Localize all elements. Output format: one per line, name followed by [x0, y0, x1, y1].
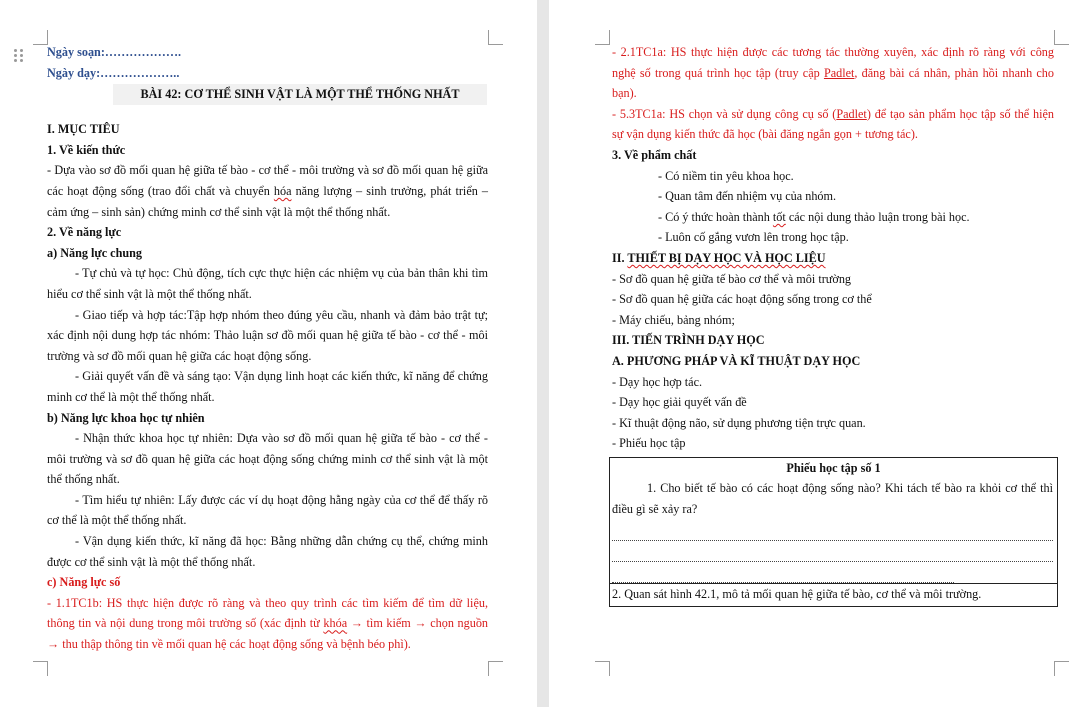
spellcheck-word: khóa	[323, 616, 348, 631]
spellcheck-word: Padlet	[823, 65, 855, 80]
list-item: - Sơ đồ quan hệ giữa tế bào cơ thể và môi trường	[612, 271, 852, 286]
worksheet-question: 1. Cho biết tế bào có các hoạt động sống nào? Khi tách tế bào ra khỏi cơ thể thì điều gì sẽ xảy ra?	[612, 481, 1053, 517]
drag-handle-icon[interactable]	[14, 49, 24, 63]
paragraph: - Giải quyết vấn đề và sáng tạo: Vận dụng linh hoạt các kiến thức, kĩ năng để chứng minh cơ thể là một thể thống nhất.	[47, 369, 488, 404]
document-page-right	[549, 0, 1084, 707]
digital-paragraph: - 2.1TC1a: HS thực hiện được các tương tác thường xuyên, xác định rõ ràng với công nghệ số trong quá trình học tập (truy cập Padlet, đăng bài cá nhân, phản hồi nhanh cho bạn).	[612, 45, 1054, 101]
lesson-title: BÀI 42: CƠ THỂ SINH VẬT LÀ MỘT THỂ THỐNG NHẤT	[113, 84, 487, 105]
spellcheck-word: Padlet	[836, 106, 867, 121]
paragraph: - Giao tiếp và hợp tác:Tập hợp nhóm theo đúng yêu cầu, nhanh và đảm bảo trật tự; xác định nội dung hợp tác nhóm: Thảo luận sơ đồ mối quan hệ giữa tế bào - cơ thể - môi trường và sơ đồ mối quan hệ giữa các hoạt động sống.	[47, 307, 488, 363]
list-item: - Luôn cố gắng vươn lên trong học tập.	[658, 230, 849, 245]
list-item: - Máy chiếu, bảng nhóm;	[612, 312, 735, 327]
subsection-heading: 3. Về phẩm chất	[612, 147, 697, 162]
subsection-heading: 1. Về kiến thức	[47, 142, 126, 157]
crop-mark	[595, 30, 610, 45]
document-page-left	[0, 0, 537, 707]
list-item: - Có niềm tin yêu khoa học.	[658, 168, 794, 183]
crop-mark	[33, 661, 48, 676]
section-heading: III. TIẾN TRÌNH DẠY HỌC	[612, 333, 765, 348]
section-heading: II. THIẾT BỊ DẠY HỌC VÀ HỌC LIỆU	[612, 250, 826, 265]
answer-line	[612, 541, 1053, 562]
paragraph: - Nhận thức khoa học tự nhiên: Dựa vào sơ đồ mối quan hệ giữa tế bào - cơ thể - môi trường và sơ đồ quan hệ giữa các hoạt động sống chứng minh cơ thể sinh vật là một thể thống nhất.	[47, 431, 488, 487]
subsection-heading: b) Năng lực khoa học tự nhiên	[47, 410, 205, 425]
crop-mark	[1054, 661, 1069, 676]
knowledge-paragraph: - Dựa vào sơ đồ mối quan hệ giữa tế bào - cơ thể - môi trường và sơ đồ mối quan hệ giữa các hoạt động sống (trao đổi chất và chuyển hóa năng lượng – sinh trưởng, phát triển – cảm ứng – sinh sản) chứng minh cơ thể sinh vật là một thể thống nhất.	[47, 163, 488, 219]
list-item: - Có ý thức hoàn thành tốt các nội dung thảo luận trong bài học.	[658, 209, 970, 224]
digital-paragraph: - 5.3TC1a: HS chọn và sử dụng công cụ số (Padlet) để tạo sản phẩm học tập số thể hiện sự vận dụng kiến thức đã học (bài đăng ngắn gọn + tương tác).	[612, 106, 1055, 142]
list-item: - Phiếu học tập	[612, 436, 686, 451]
crop-mark	[488, 661, 503, 676]
subsection-heading: 2. Về năng lực	[47, 225, 122, 240]
worksheet-title: Phiếu học tập số 1	[786, 460, 881, 475]
section-heading: A. PHƯƠNG PHÁP VÀ KĨ THUẬT DẠY HỌC	[612, 353, 861, 368]
subsection-heading: a) Năng lực chung	[47, 245, 143, 260]
list-item: - Dạy học hợp tác.	[612, 374, 703, 389]
paragraph: - Tự chủ và tự học: Chủ động, tích cực thực hiện các nhiệm vụ của bản thân khi tìm hiểu cơ thể sinh vật là một thể thống nhất.	[47, 266, 488, 301]
worksheet-box	[609, 457, 1058, 607]
section-heading: I. MỤC TIÊU	[47, 122, 120, 137]
date-taught: Ngày dạy:………………..	[47, 65, 180, 80]
worksheet-question: 2. Quan sát hình 42.1, mô tả mối quan hệ giữa tế bào, cơ thể và môi trường.	[610, 583, 1057, 605]
paragraph: - Tìm hiểu tự nhiên: Lấy được các ví dụ hoạt động hằng ngày của cơ thể để thấy rõ cơ thể là một thể thống nhất.	[47, 492, 488, 528]
list-item: - Kĩ thuật động não, sử dụng phương tiện trực quan.	[612, 415, 866, 430]
spellcheck-word: tốt	[772, 209, 786, 224]
paragraph: - Vận dụng kiến thức, kĩ năng đã học: Bằng những dẫn chứng cụ thể, chứng minh được cơ thể sinh vật là một thể thống nhất.	[47, 534, 488, 569]
right-page-content	[612, 42, 1054, 607]
subsection-heading: c) Năng lực số	[47, 575, 121, 590]
crop-mark	[595, 661, 610, 676]
answer-line	[612, 520, 1053, 541]
left-page-content	[47, 42, 488, 655]
list-item: - Dạy học giải quyết vấn đề	[612, 395, 747, 410]
crop-mark	[33, 30, 48, 45]
answer-line	[612, 562, 954, 583]
list-item: - Quan tâm đến nhiệm vụ của nhóm.	[658, 189, 837, 204]
digital-paragraph: - 1.1TC1b: HS thực hiện được rõ ràng và theo quy trình các tìm kiếm để tìm dữ liệu, thông tin và nội dung trong môi trường số (xác định từ khóa → tìm kiếm → chọn nguồn → thu thập thông tin về mối quan hệ các hoạt động sống và bệnh béo phì).	[47, 595, 489, 652]
date-prepared: Ngày soạn:……………….	[47, 45, 182, 59]
list-item: - Sơ đồ quan hệ giữa các hoạt động sống trong cơ thể	[612, 292, 872, 307]
crop-mark	[488, 30, 503, 45]
spellcheck-word: hóa	[273, 183, 292, 198]
crop-mark	[1054, 30, 1069, 45]
